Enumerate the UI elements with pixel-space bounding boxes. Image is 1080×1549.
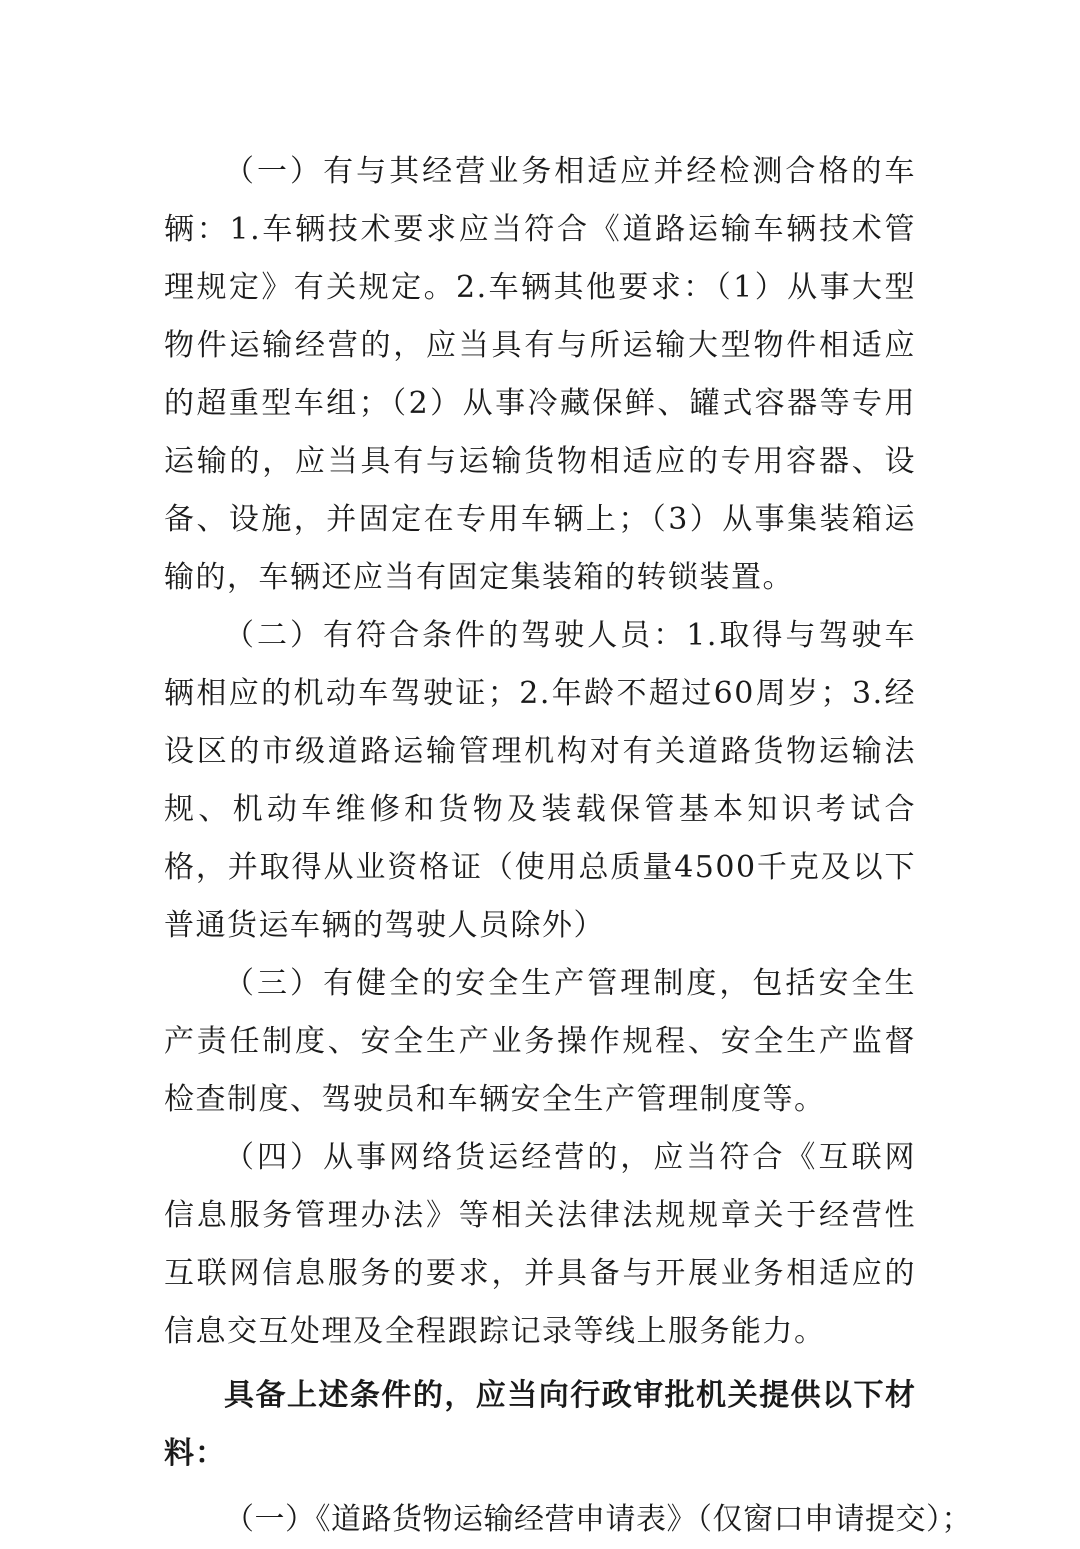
condition-paragraph-2: （二）有符合条件的驾驶人员：1.取得与驾驶车辆相应的机动车驾驶证；2.年龄不超过60周岁；3.经设区的市级道路运输管理机构对有关道路货物运输法规、机动车维修和货物及装载保管基本知识考试合格，并取得从业资格证（使用总质量4500千克及以下普通货运车辆的驾驶人员除外） xyxy=(164,618,916,943)
materials-intro: 具备上述条件的，应当向行政审批机关提供以下材料： xyxy=(164,1378,916,1471)
condition-paragraph-3: （三）有健全的安全生产管理制度，包括安全生产责任制度、安全生产业务操作规程、安全生产监督检查制度、驾驶员和车辆安全生产管理制度等。 xyxy=(164,966,916,1117)
condition-paragraph-1: （一）有与其经营业务相适应并经检测合格的车辆：1.车辆技术要求应当符合《道路运输车辆技术管理规定》有关规定。2.车辆其他要求：（1）从事大型物件运输经营的，应当具有与所运输大型物件相适应的超重型车组；（2）从事冷藏保鲜、罐式容器等专用运输的，应当具有与运输货物相适应的专用容器、设备、设施，并固定在专用车辆上；（3）从事集装箱运输的，车辆还应当有固定集装箱的转锁装置。 xyxy=(164,154,916,595)
document-body xyxy=(164,143,972,1549)
condition-paragraph-4: （四）从事网络货运经营的，应当符合《互联网信息服务管理办法》等相关法律法规规章关于经营性互联网信息服务的要求，并具备与开展业务相适应的信息交互处理及全程跟踪记录等线上服务能力。 xyxy=(164,1140,916,1349)
material-item-1: （一）《道路货物运输经营申请表》（仅窗口申请提交）； xyxy=(224,1502,972,1537)
